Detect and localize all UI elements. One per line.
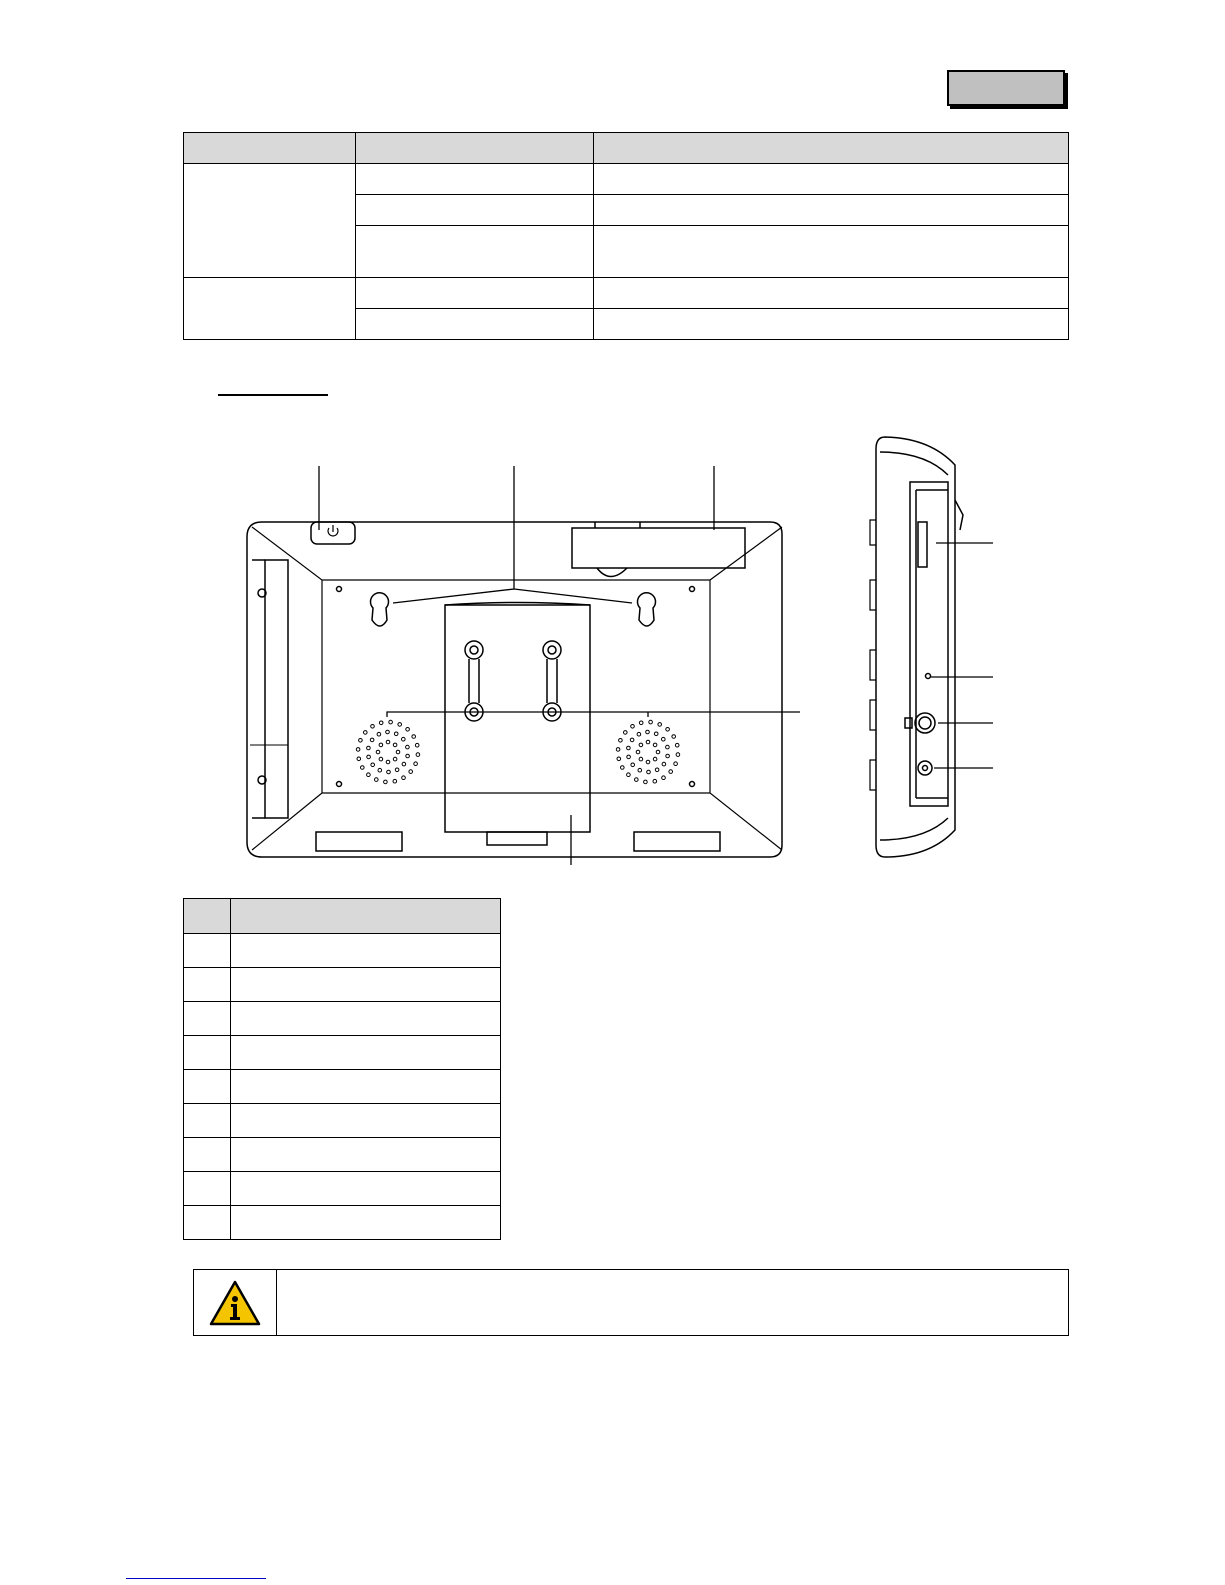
footer-link-underline[interactable] (126, 1578, 266, 1579)
legend-number (184, 1138, 231, 1172)
stand-slot (543, 641, 561, 721)
power-button-icon (328, 525, 338, 536)
legend-description (231, 1172, 501, 1206)
legend-description (231, 1206, 501, 1240)
microphone-hole (926, 674, 931, 679)
table-row (184, 1104, 501, 1138)
table-row (184, 968, 501, 1002)
legend-description (231, 968, 501, 1002)
sd-card-slot (918, 522, 927, 567)
screw-dot (690, 782, 695, 787)
legend-number (184, 1036, 231, 1070)
info-note (193, 1269, 1069, 1336)
legend-number (184, 1070, 231, 1104)
speaker-grille-icon (356, 720, 419, 783)
table-row (184, 1002, 501, 1036)
legend-number (184, 1172, 231, 1206)
table-row (184, 1138, 501, 1172)
legend-description (231, 1104, 501, 1138)
table-row (184, 1070, 501, 1104)
legend-col-header (231, 899, 501, 934)
headphone-jack (915, 713, 935, 733)
table-row (184, 1036, 501, 1070)
top-slot (572, 528, 745, 568)
legend-description (231, 1138, 501, 1172)
side-view (870, 437, 963, 857)
legend-description (231, 934, 501, 968)
stand-slot (465, 641, 483, 721)
legend-col-header (184, 899, 231, 934)
info-warning-icon (209, 1279, 261, 1327)
keyhole-mount-icon (638, 593, 656, 626)
screw-dot (337, 782, 342, 787)
screw-dot (337, 587, 342, 592)
legend-table-header (184, 899, 501, 934)
legend-description (231, 1002, 501, 1036)
table-row (184, 934, 501, 968)
legend-number (184, 1104, 231, 1138)
legend-number (184, 968, 231, 1002)
legend-description (231, 1070, 501, 1104)
table-row (184, 1172, 501, 1206)
speaker-grille-icon (616, 720, 679, 783)
note-text (277, 1270, 1068, 1335)
legend-description (231, 1036, 501, 1070)
legend-table (183, 898, 501, 1240)
legend-number (184, 934, 231, 968)
note-icon-cell (194, 1270, 277, 1335)
callout-lines (319, 466, 993, 865)
legend-number (184, 1206, 231, 1240)
screw-dot (690, 587, 695, 592)
table-row (184, 1206, 501, 1240)
keyhole-mount-icon (371, 593, 389, 626)
legend-number (184, 1002, 231, 1036)
foot (316, 832, 402, 851)
power-jack (918, 761, 932, 775)
foot (634, 832, 720, 851)
